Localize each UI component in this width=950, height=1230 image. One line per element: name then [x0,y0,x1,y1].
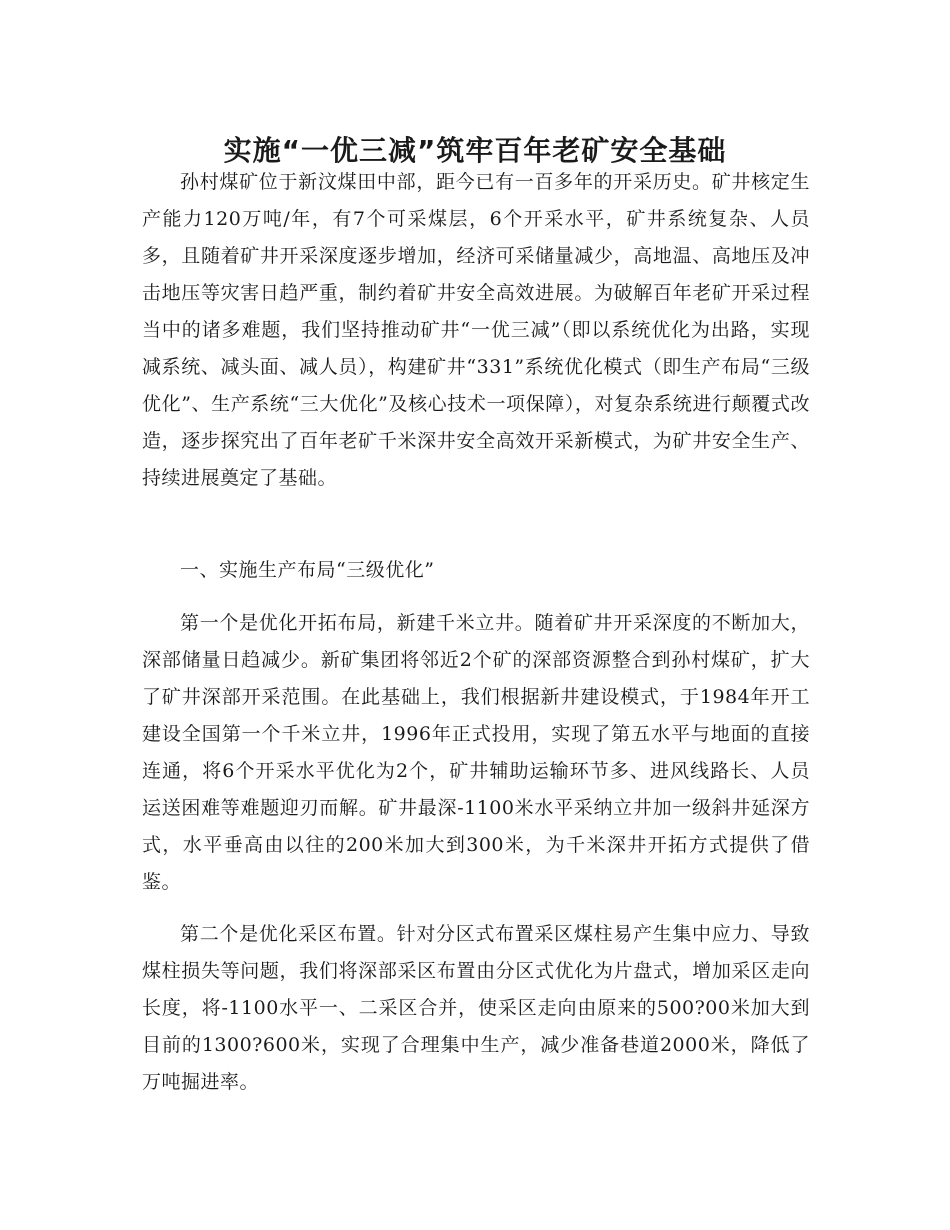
body-paragraph-2: 第二个是优化采区布置。针对分区式布置采区煤柱易产生集中应力、导致煤柱损失等问题，我们将深部采区布置由分区式优化为片盘式，增加采区走向长度，将-1100水平一、二采区合并，使采区走向由原来的500?00米加大到目前的1300?600米，实现了合理集中生产，减少准备巷道2000米，降低了万吨掘进率。 [142,923,810,1093]
document-title: 实施“一优三减”筑牢百年老矿安全基础 [223,133,727,167]
section-heading: 一、实施生产布局“三级优化” [180,559,435,581]
body-paragraph-1: 第一个是优化开拓布局，新建千米立井。随着矿井开采深度的不断加大，深部储量日趋减少。新矿集团将邻近2个矿的深部资源整合到孙村煤矿，扩大了矿井深部开采范围。在此基础上，我们根据新井建设模式，于1984年开工建设全国第一个千米立井，1996年正式投用，实现了第五水平与地面的直接连通，将6个开采水平优化为2个，矿井辅助运输环节多、进风线路长、人员运送困难等难题迎刃而解。矿井最深-1100米水平采纳立井加一级斜井延深方式，水平垂高由以往的200米加大到300米，为千米深井开拓方式提供了借鉴。 [142,612,810,893]
intro-paragraph: 孙村煤矿位于新汶煤田中部，距今已有一百多年的开采历史。矿井核定生产能力120万吨/年，有7个可采煤层，6个开采水平，矿井系统复杂、人员多，且随着矿井开采深度逐步增加，经济可采储量减少，高地温、高地压及冲击地压等灾害日趋严重，制约着矿井安全高效进展。为破解百年老矿开采过程当中的诸多难题，我们坚持推动矿井“一优三减”（即以系统优化为出路，实现减系统、减头面、减人员），构建矿井“331”系统优化模式（即生产布局“三级优化”、生产系统“三大优化”及核心技术一项保障），对复杂系统进行颠覆式改造，逐步探究出了百年老矿千米深井安全高效开采新模式，为矿井安全生产、持续进展奠定了基础。 [142,171,810,489]
